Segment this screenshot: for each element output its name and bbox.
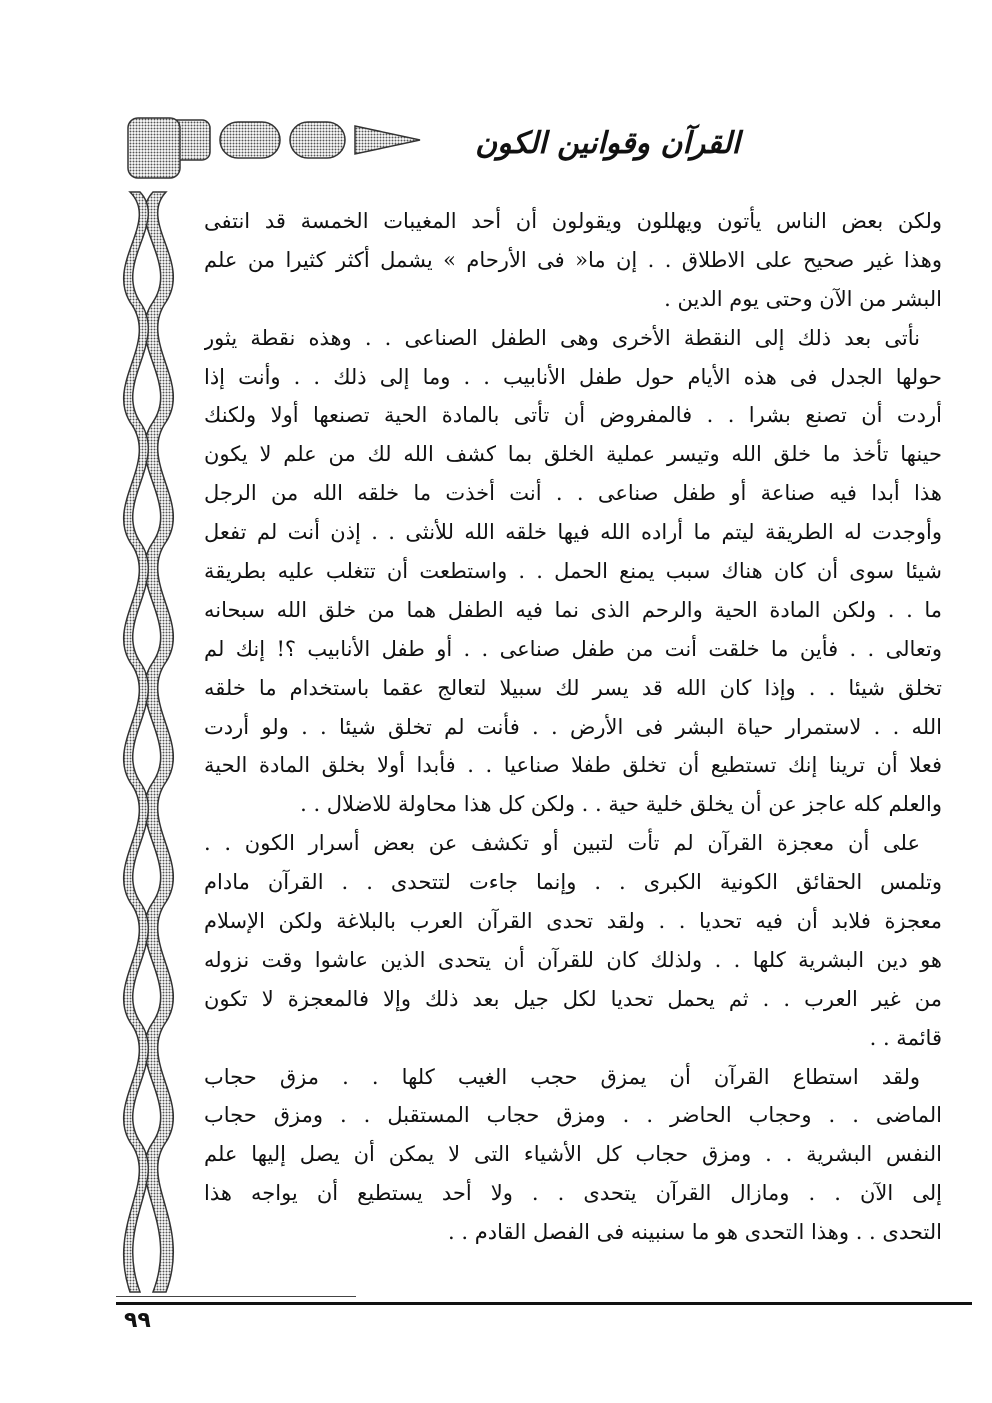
text-line: حينها تأخذ ما خلق الله وتيسر عملية الخلق بما كشف الله لك من علم لا يكون: [204, 442, 942, 467]
page-title: القرآن وقوانين الكون: [475, 126, 740, 161]
text-line: شيئا سوى أن كان هناك سبب يمنع الحمل . . واستطعت أن تتغلب عليه بطريقة: [204, 559, 942, 584]
text-line: قائمة . .: [869, 1025, 942, 1050]
text-line: وتلمس الحقائق الكونية الكبرى . . وإنما جاءت لتتحدى . . القرآن مادام: [204, 870, 942, 895]
text-line: حولها الجدل فى هذه الأيام حول طفل الأنابيب . . وما إلى ذلك . . وأنت إذا: [204, 364, 942, 389]
text-line: النفس البشرية . . ومزق حجاب كل الأشياء التى لا يمكن أن يصل إليها علم: [204, 1142, 942, 1167]
text-line: التحدى . . وهذا التحدى هو ما سنبينه فى الفصل القادم . .: [448, 1220, 942, 1245]
text-line: إلى الآن . . ومازال القرآن يتحدى . . ولا أحد يستطيع أن يواجه هذا: [204, 1181, 942, 1206]
text-line: أردت أن تصنع بشرا . . فالمفروض أن تأتى بالمادة الحية تصنعها أولا ولكنك: [204, 403, 942, 428]
text-line: نأتى بعد ذلك إلى النقطة الأخرى وهى الطفل الصناعى . . وهذه نقطة يثور: [204, 325, 920, 350]
text-line: الله . . لاستمرار حياة البشر فى الأرض . . فأنت لم تخلق شيئا . . ولو أردت: [204, 714, 942, 739]
text-line: ولكن بعض الناس يأتون ويهللون ويقولون أن أحد المغيبات الخمسة قد انتفى: [204, 209, 942, 233]
footer-divider: [116, 1302, 972, 1305]
footer-divider-thin: [116, 1296, 356, 1297]
text-line: وهذا غير صحيح على الاطلاق . . إن ما« فى الأرحام » يشمل أكثر كثيرا من علم: [204, 247, 942, 272]
text-line: وتعالى . . فأين ما خلقت أنت من طفل صناعى . . أو طفل الأنابيب ؟! إنك لم: [204, 636, 942, 661]
text-line: فعلا أن ترينا إنك تستطيع أن تخلق طفلا صناعيا . . فأبدا أولا بخلق المادة الحية: [204, 753, 942, 778]
text-line: هو دين البشرية كلها . . ولذلك كان للقرآن أن يتحدى الذين عاشوا وقت نزوله: [204, 947, 942, 972]
text-line: على أن معجزة القرآن لم تأت لتبين أو تكشف عن بعض أسرار الكون . .: [204, 831, 920, 856]
text-line: البشر من الآن وحتى يوم الدين .: [664, 286, 942, 311]
text-line: من غير العرب . . ثم يحمل تحديا لكل جيل بعد ذلك وإلا فالمعجزة لا تكون: [204, 986, 942, 1011]
text-line: معجزة فلابد أن فيه تحديا . . ولقد تحدى القرآن العرب بالبلاغة ولكن الإسلام: [204, 909, 942, 934]
text-line: هذا أبدا فيه صناعة أو طفل صناعى . . أنت أخذت ما خلقه الله من الرجل: [204, 481, 942, 506]
text-line: ولقد استطاع القرآن أن يمزق حجب الغيب كلها . . مزق حجاب: [204, 1064, 920, 1089]
body-text: [204, 202, 942, 1252]
text-line: وأوجدت له الطريقة ليتم ما أراده الله فيها خلقه الله للأنثى . . إذن أنت لم تفعل: [204, 520, 942, 545]
text-line: الماضى . . وحجاب الحاضر . . ومزق حجاب المستقبل . . ومزق حجاب: [204, 1103, 942, 1128]
text-line: تخلق شيئا . . وإذا كان الله قد يسر لك سبيلا لتعالج عقما باستخدام ما خلقه: [204, 675, 942, 700]
ornament-border-left: [120, 112, 186, 1302]
text-line: ما . . ولكن المادة الحية والرحم الذى نما فيه الطفل هما من خلق الله سبحانه: [204, 597, 942, 622]
text-line: والعلم كله عاجز عن أن يخلق خلية حية . . ولكن كل هذا محاولة للاضلال . .: [300, 792, 942, 817]
page-number: ٩٩: [124, 1308, 151, 1333]
